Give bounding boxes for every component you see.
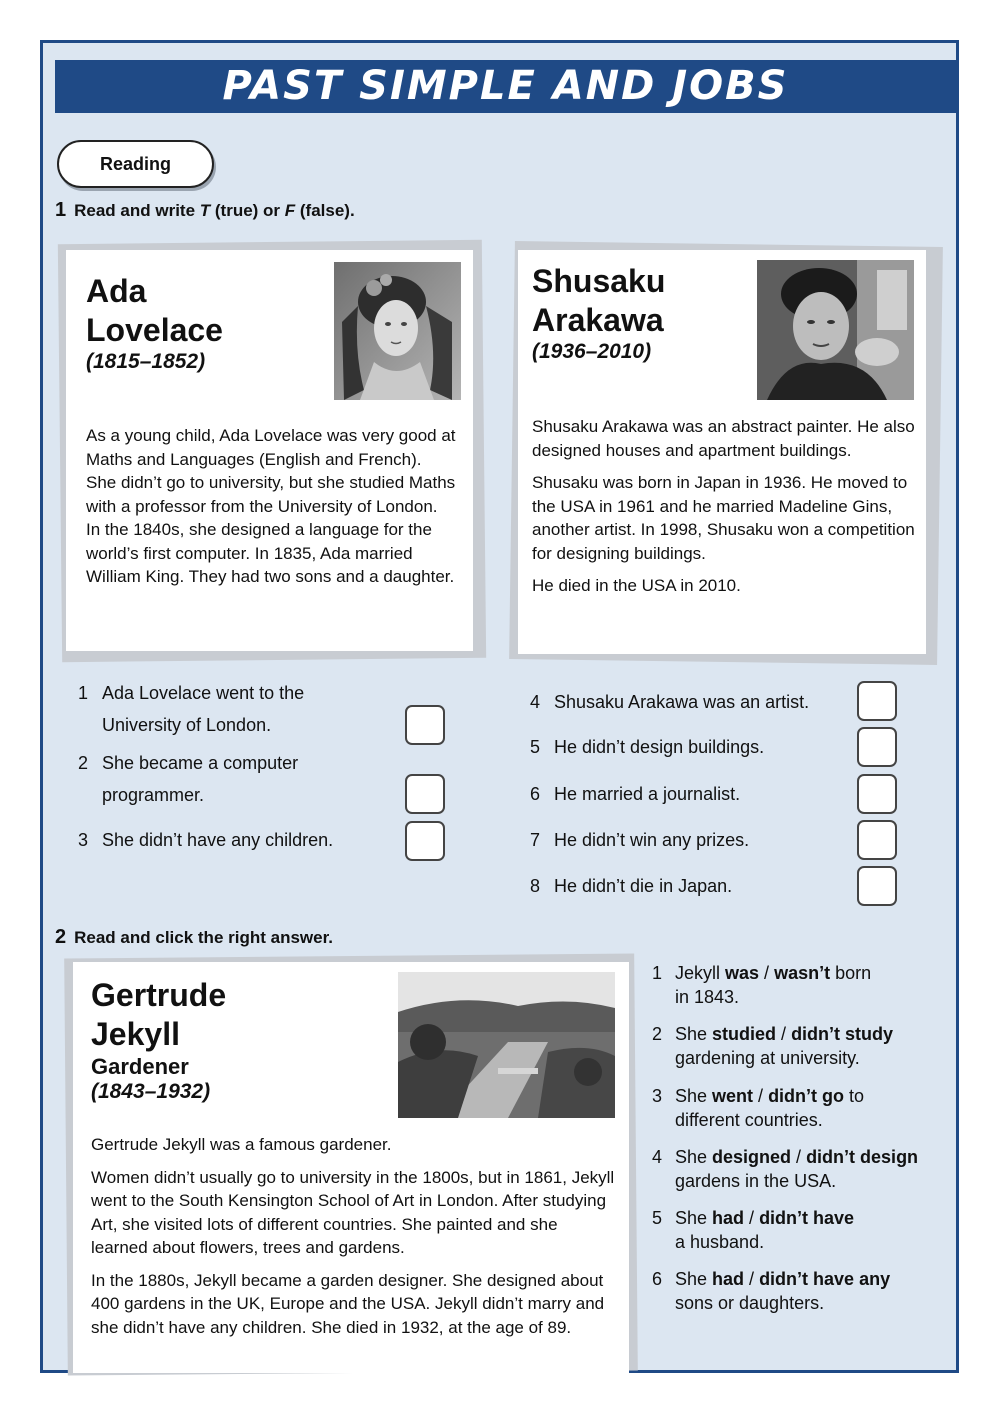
exercise1-instruction: 1 Read and write T (true) or F (false). bbox=[55, 199, 355, 221]
gertrude-paragraph-2: Women didn’t usually go to university in the 1800s, but in 1861, Jekyll went to the South Kensington School of Art in London. After studying Art, she visited lots of different countries. She painted and she learned about flowers, trees and gardens. bbox=[91, 1167, 615, 1257]
choice-item-3: 3 She went / didn’t go to different countries. bbox=[652, 1086, 865, 1130]
choice-item-1: 1 Jekyll was / wasn’t born in 1843. bbox=[652, 963, 872, 1007]
option-a[interactable]: went bbox=[712, 1086, 754, 1106]
question-4: 4 Shusaku Arakawa was an artist. bbox=[530, 692, 810, 712]
option-a[interactable]: studied bbox=[712, 1024, 777, 1044]
shusaku-name-line1: Shusaku bbox=[532, 263, 666, 299]
gertrude-paragraph-1: Gertrude Jekyll was a famous gardener. bbox=[91, 1135, 392, 1154]
shusaku-dates: (1936–2010) bbox=[532, 340, 652, 363]
ada-lovelace-card bbox=[66, 250, 473, 651]
question-7: 7 He didn’t win any prizes. bbox=[530, 830, 750, 850]
shusaku-name-line2: Arakawa bbox=[532, 302, 664, 338]
option-b[interactable]: didn’t go bbox=[768, 1086, 845, 1106]
question-2: 2 She became a computer programmer. bbox=[78, 753, 299, 805]
ada-portrait bbox=[334, 262, 461, 400]
choice-item-6: 6 She had / didn’t have any sons or daughters. bbox=[652, 1269, 891, 1313]
ada-paragraph: As a young child, Ada Lovelace was very good at Maths and Languages (English and French). She didn’t go to university, but she studied Maths with a professor from the University of London. In the 1840s, she designed a language for the world’s first computer. In 1835, Ada married William King. They had two sons and a daughter. bbox=[86, 426, 456, 586]
gertrude-name-line1: Gertrude bbox=[91, 977, 227, 1013]
option-b[interactable]: didn’t have bbox=[759, 1208, 855, 1228]
question-8: 8 He didn’t die in Japan. bbox=[530, 876, 733, 896]
answer-box-4[interactable] bbox=[857, 681, 897, 721]
exercise2-instruction: 2 Read and click the right answer. bbox=[55, 926, 333, 948]
shusaku-paragraph-2: Shusaku was born in Japan in 1936. He moved to the USA in 1961 and he married Madeline Gins, another artist. In 1998, Shusaku won a competition for designing buildings. bbox=[532, 473, 915, 563]
ada-name-line2: Lovelace bbox=[86, 312, 223, 348]
option-a[interactable]: designed bbox=[712, 1147, 792, 1167]
option-a[interactable]: had bbox=[712, 1208, 745, 1228]
answer-box-7[interactable] bbox=[857, 820, 897, 860]
answer-box-5[interactable] bbox=[857, 727, 897, 767]
choice-item-4: 4 She designed / didn’t design gardens in the USA. bbox=[652, 1147, 919, 1191]
shusaku-portrait bbox=[757, 260, 914, 400]
answer-box-3[interactable] bbox=[405, 821, 445, 861]
section-label-reading: Reading bbox=[57, 140, 214, 188]
exercise1-number: 1 bbox=[55, 199, 67, 221]
shusaku-paragraph-1: Shusaku Arakawa was an abstract painter. He also designed houses and apartment buildings. bbox=[532, 417, 915, 460]
question-5: 5 He didn’t design buildings. bbox=[530, 737, 765, 757]
question-1: 1 Ada Lovelace went to the University of London. bbox=[78, 683, 305, 735]
option-a[interactable]: had bbox=[712, 1269, 745, 1289]
choice-item-2: 2 She studied / didn’t study gardening at university. bbox=[652, 1024, 894, 1068]
exercise2-number: 2 bbox=[55, 926, 67, 948]
ada-name-line1: Ada bbox=[86, 273, 147, 309]
option-b[interactable]: didn’t design bbox=[806, 1147, 919, 1167]
gertrude-jekyll-card bbox=[73, 962, 629, 1373]
option-b[interactable]: wasn’t bbox=[774, 963, 831, 983]
option-b[interactable]: didn’t have any bbox=[759, 1269, 891, 1289]
shusaku-paragraph-3: He died in the USA in 2010. bbox=[532, 576, 741, 595]
gertrude-dates: (1843–1932) bbox=[91, 1080, 211, 1103]
answer-box-2[interactable] bbox=[405, 774, 445, 814]
answer-box-6[interactable] bbox=[857, 774, 897, 814]
garden-photo bbox=[398, 972, 615, 1118]
option-a[interactable]: was bbox=[725, 963, 760, 983]
option-b[interactable]: didn’t study bbox=[791, 1024, 894, 1044]
gertrude-paragraph-3: In the 1880s, Jekyll became a garden designer. She designed about 400 gardens in the UK, Europe and the USA. Jekyll didn’t marry and she didn’t have any children. She died in 1932, at the age of 89. bbox=[91, 1270, 605, 1337]
answer-box-1[interactable] bbox=[405, 705, 445, 745]
answer-box-8[interactable] bbox=[857, 866, 897, 906]
choice-item-5: 5 She had / didn’t have a husband. bbox=[652, 1208, 855, 1252]
gertrude-job: Gardener bbox=[91, 1054, 189, 1079]
question-3: 3 She didn’t have any children. bbox=[78, 830, 334, 850]
ada-dates: (1815–1852) bbox=[86, 350, 206, 373]
gertrude-name-line2: Jekyll bbox=[91, 1016, 180, 1052]
page-title: PAST SIMPLE AND JOBS bbox=[55, 60, 956, 113]
question-6: 6 He married a journalist. bbox=[530, 784, 741, 804]
shusaku-arakawa-card bbox=[518, 250, 926, 654]
